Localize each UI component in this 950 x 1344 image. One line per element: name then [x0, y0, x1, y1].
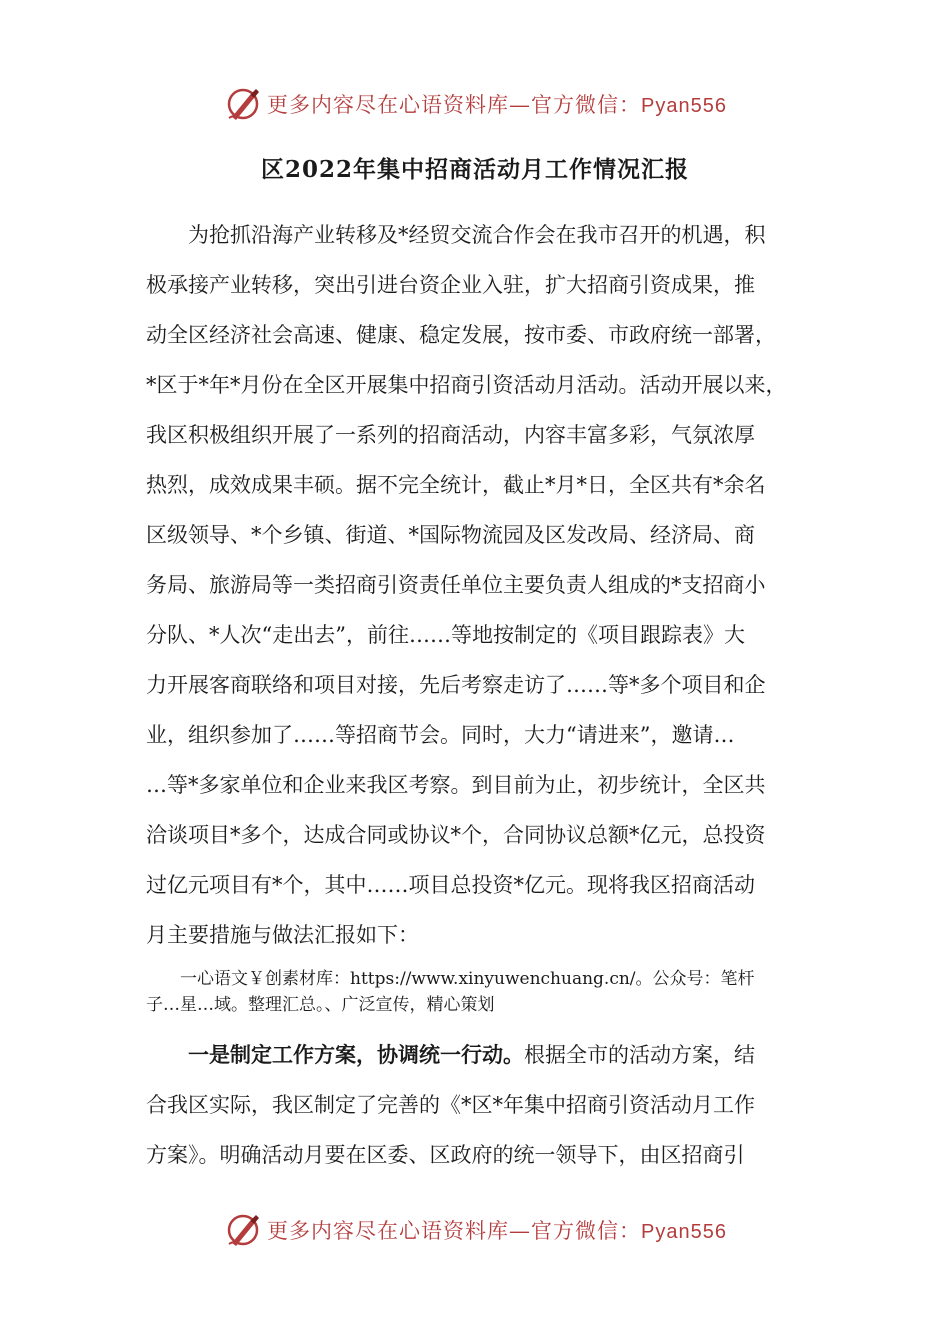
paragraph-line: …等*多家单位和企业来我区考察。到目前为止，初步统计，全区共: [146, 773, 766, 797]
paragraph-line: 力开展客商联络和项目对接，先后考察走访了……等*多个项目和企: [146, 673, 766, 697]
paragraph-line: 一心语文￥创素材库：https://www.xinyuwenchuang.cn/。公众号：笔杆: [146, 969, 755, 989]
paragraph-line: 一是制定工作方案，协调统一行动。根据全市的活动方案，结: [146, 1042, 755, 1067]
paragraph-line: 为抢抓沿海产业转移及*经贸交流合作会在我市召开的机遇，积: [146, 223, 766, 247]
paragraph-line: 分队、*人次“走出去”，前往……等地按制定的《项目跟踪表》大: [146, 623, 745, 647]
footer-wechat-id: Pyan556: [641, 1221, 727, 1243]
header-wechat-id: Pyan556: [641, 95, 727, 117]
paragraph-plan: [146, 1030, 816, 1180]
footer-banner-text: 更多内容尽在心语资料库—官方微信：Pyan556: [267, 1219, 727, 1243]
paragraph-line: 子…星…域。整理汇总。、广泛宣传，精心策划: [146, 995, 495, 1015]
paragraph-line: 务局、旅游局等一类招商引资责任单位主要负责人组成的*支招商小: [146, 573, 766, 597]
pen-logo-icon: [223, 84, 263, 124]
paragraph-line: 洽谈项目*多个，达成合同或协议*个，合同协议总额*亿元，总投资: [146, 823, 766, 847]
paragraph-intro: [146, 210, 816, 960]
paragraph-line: 业，组织参加了……等招商节会。同时，大力“请进来”，邀请…: [146, 723, 735, 747]
header-banner-text: 更多内容尽在心语资料库—官方微信：Pyan556: [267, 93, 727, 117]
pen-logo-icon: [223, 1210, 263, 1250]
paragraph-line: 区级领导、*个乡镇、街道、*国际物流园及区发改局、经济局、商: [146, 523, 755, 547]
paragraph-line: 过亿元项目有*个，其中……项目总投资*亿元。现将我区招商活动: [146, 873, 755, 897]
paragraph-line: 我区积极组织开展了一系列的招商活动，内容丰富多彩，气氛浓厚: [146, 423, 755, 447]
header-banner: [0, 82, 950, 126]
footer-banner: [0, 1208, 950, 1252]
paragraph-line: 合我区实际，我区制定了完善的《*区*年集中招商引资活动月工作: [146, 1093, 755, 1117]
paragraph-line: 动全区经济社会高速、健康、稳定发展，按市委、市政府统一部署，: [146, 323, 776, 347]
paragraph-line: 极承接产业转移，突出引进台资企业入驻，扩大招商引资成果，推: [146, 273, 755, 297]
paragraph-line: *区于*年*月份在全区开展集中招商引资活动月活动。活动开展以来，: [146, 373, 787, 397]
paragraph-line: 月主要措施与做法汇报如下：: [146, 923, 419, 947]
paragraph-line: 方案》。明确活动月要在区委、区政府的统一领导下，由区招商引: [146, 1143, 745, 1167]
paragraph-line: 热烈，成效成果丰硕。据不完全统计，截止*月*日，全区共有*余名: [146, 473, 766, 497]
source-note: [146, 966, 816, 1018]
document-title: 区2022年集中招商活动月工作情况汇报: [260, 156, 689, 183]
section-heading: 一是制定工作方案，协调统一行动。: [146, 1042, 524, 1067]
